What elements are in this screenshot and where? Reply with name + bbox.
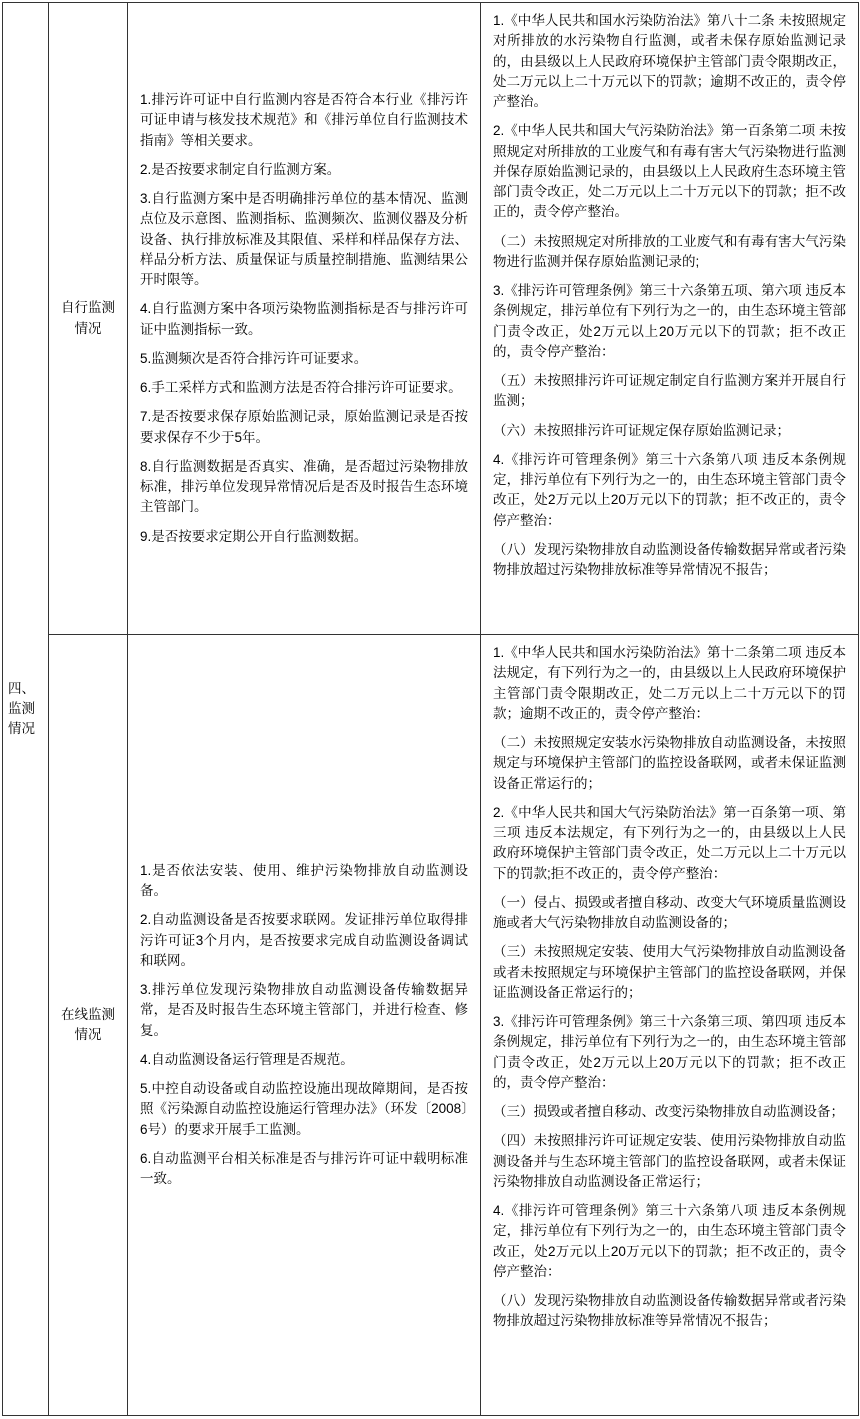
checklist-item: 6.自动监测平台相关标准是否与排污许可证中载明标准一致。 (140, 1150, 468, 1186)
checklist-item: 5.中控自动设备或自动监控设施出现故障期间，是否按照《污染源自动监控设施运行管理办法》（环发〔2008〕6号）的要求开展手工监测。 (140, 1081, 468, 1137)
legal-basis-item: 1.《中华人民共和国水污染防治法》第十二条第二项 违反本法规定，有下列行为之一的，由县级以上人民政府环境保护主管部门责令限期改正，处二万元以上二十万元以下的罚款；逾期不改正的，责令停产整治： (493, 645, 846, 721)
checklist-item: 4.自动监测设备运行管理是否规范。 (140, 1051, 354, 1067)
checklist-item: 4.自行监测方案中各项污染物监测指标是否与排污许可证中监测指标一致。 (140, 301, 468, 337)
legal-basis-item: （二）未按照规定安装水污染物排放自动监测设备，未按照规定与环境保护主管部门的监控设备联网，或者未保证监测设备正常运行的； (493, 735, 846, 791)
legal-basis-item: 2.《中华人民共和国大气污染防治法》第一百条第二项 未按照规定对所排放的工业废气和有毒有害大气污染物进行监测并保存原始监测记录的，由县级以上人民政府生态环境主管部门责令改正，处二万元以上二十万元以下的罚款；拒不改正的，责令停产整治。 (493, 123, 846, 220)
table-row (3, 635, 859, 1416)
checklist-item: 8.自行监测数据是否真实、准确，是否超过污染物排放标准，排污单位发现异常情况后是否及时报告生态环境主管部门。 (140, 458, 468, 515)
legal-basis-online-monitoring (493, 643, 846, 1332)
legal-basis-self-monitoring (493, 11, 846, 580)
legal-basis-item: （一）侵占、损毁或者擅自移动、改变大气环境质量监测设施或者大气污染物排放自动监测设备的； (493, 894, 846, 930)
legal-basis-item: 1.《中华人民共和国水污染防治法》第八十二条 未按照规定对所排放的水污染物自行监测，或者未保存原始监测记录的，由县级以上人民政府环境保护主管部门责令限期改正，处二万元以上二十万元以下的罚款；逾期不改正的，责令停产整治。 (493, 13, 846, 109)
checklist-item: 9.是否按要求定期公开自行监测数据。 (140, 528, 368, 544)
checklist-cell-online-monitoring (128, 635, 481, 1416)
legal-basis-item: （五）未按照排污许可证规定制定自行监测方案并开展自行监测； (493, 373, 846, 409)
category-cell-self-monitoring: 自行监测情况 (49, 3, 128, 635)
legal-basis-cell-self-monitoring (481, 3, 859, 635)
category-cell-online-monitoring: 在线监测情况 (49, 635, 128, 1416)
legal-basis-item: （三）损毁或者擅自移动、改变污染物排放自动监测设备； (493, 1104, 844, 1119)
section-header-cell: 四、监测情况 (3, 3, 49, 1416)
legal-basis-item: （八）发现污染物排放自动监测设备传输数据异常或者污染物排放超过污染物排放标准等异常情况不报告； (493, 1293, 846, 1329)
legal-basis-cell-online-monitoring (481, 635, 859, 1416)
checklist-item: 7.是否按要求保存原始监测记录，原始监测记录是否按要求保存不少于5年。 (140, 409, 468, 445)
checklist-item: 2.是否按要求制定自行监测方案。 (140, 161, 341, 177)
legal-basis-item: 2.《中华人民共和国大气污染防治法》第一百条第一项、第三项 违反本法规定，有下列行为之一的，由县级以上人民政府环境保护主管部门责令改正，处二万元以上二十万元以下的罚款;拒不改正的，责令停产整治： (493, 804, 846, 881)
legal-basis-item: 3.《排污许可管理条例》第三十六条第五项、第六项 违反本条例规定，排污单位有下列行为之一的，由生态环境主管部门责令改正，处2万元以上20万元以下的罚款；拒不改正的，责令停产整治： (493, 283, 846, 359)
legal-basis-item: （四）未按照排污许可证规定安装、使用污染物排放自动监测设备并与生态环境主管部门的监控设备联网，或者未保证污染物排放自动监测设备正常运行； (493, 1133, 846, 1189)
checklist-item: 6.手工采样方式和监测方法是否符合排污许可证要求。 (140, 380, 462, 396)
checklist-item: 1.是否依法安装、使用、维护污染物排放自动监测设备。 (140, 862, 468, 898)
checklist-online-monitoring (140, 861, 468, 1190)
inspection-table (2, 2, 859, 1416)
checklist-self-monitoring (140, 90, 468, 547)
checklist-item: 5.监测频次是否符合排污许可证要求。 (140, 350, 368, 366)
legal-basis-item: （八）发现污染物排放自动监测设备传输数据异常或者污染物排放超过污染物排放标准等异常情况不报告； (493, 541, 846, 577)
table-row (3, 3, 859, 635)
checklist-item: 2.自动监测设备是否按要求联网。发证排污单位取得排污许可证3个月内，是否按要求完成自动监测设备调试和联网。 (140, 912, 468, 968)
checklist-item: 1.排污许可证中自行监测内容是否符合本行业《排污许可证申请与核发技术规范》和《排污单位自行监测技术指南》等相关要求。 (140, 92, 468, 148)
legal-basis-item: 3.《排污许可管理条例》第三十六条第三项、第四项 违反本条例规定，排污单位有下列行为之一的，由生态环境主管部门责令改正，处2万元以上20万元以下的罚款；拒不改正的，责令停产整治： (493, 1014, 846, 1090)
checklist-cell-self-monitoring (128, 3, 481, 635)
checklist-item: 3.自行监测方案中是否明确排污单位的基本情况、监测点位及示意图、监测指标、监测频次、监测仪器及分析设备、执行排放标准及其限值、采样和样品保存方法、样品分析方法、质量保证与质量控制措施、监测结果公开时限等。 (140, 191, 468, 288)
legal-basis-item: 4.《排污许可管理条例》第三十六条第八项 违反本条例规定，排污单位有下列行为之一的，由生态环境主管部门责令改正，处2万元以上20万元以下的罚款；拒不改正的，责令停产整治： (493, 1203, 846, 1279)
legal-basis-item: （三）未按照规定安装、使用大气污染物排放自动监测设备或者未按照规定与环境保护主管部门的监控设备联网，并保证监测设备正常运行的； (493, 944, 846, 1000)
legal-basis-item: 4.《排污许可管理条例》第三十六条第八项 违反本条例规定，排污单位有下列行为之一的，由生态环境主管部门责令改正，处2万元以上20万元以下的罚款；拒不改正的，责令停产整治： (493, 451, 846, 528)
legal-basis-item: （二）未按照规定对所排放的工业废气和有毒有害大气污染物进行监测并保存原始监测记录的; (493, 233, 846, 269)
checklist-item: 3.排污单位发现污染物排放自动监测设备传输数据异常，是否及时报告生态环境主管部门，并进行检查、修复。 (140, 982, 468, 1038)
legal-basis-item: （六）未按照排污许可证规定保存原始监测记录； (493, 422, 790, 438)
